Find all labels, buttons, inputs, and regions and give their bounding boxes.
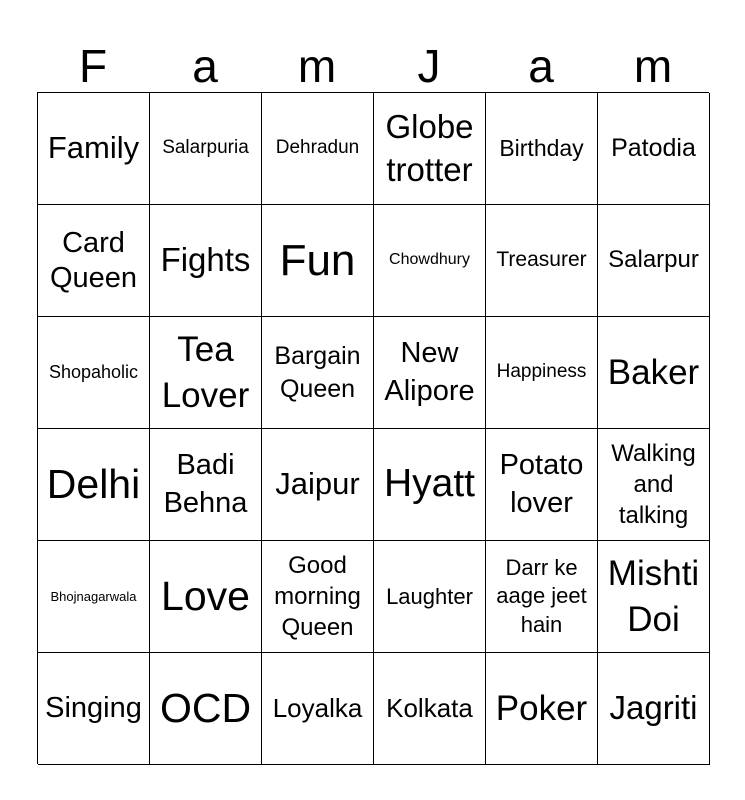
- bingo-cell[interactable]: [486, 541, 598, 653]
- bingo-cell[interactable]: [598, 317, 710, 429]
- bingo-cell[interactable]: [374, 429, 486, 541]
- bingo-cell[interactable]: [486, 205, 598, 317]
- bingo-cell[interactable]: [262, 653, 374, 765]
- cell-label: Birthday: [499, 134, 584, 161]
- cell-label: Jaipur: [275, 466, 360, 502]
- header-letter-m2: m: [633, 39, 673, 92]
- bingo-cell[interactable]: [262, 429, 374, 541]
- cell-label: Laughter: [386, 583, 473, 609]
- bingo-cell[interactable]: [262, 541, 374, 653]
- cell-label: Poker: [495, 688, 588, 728]
- cell-label: Baker: [607, 352, 700, 392]
- bingo-cell[interactable]: [598, 653, 710, 765]
- bingo-cell[interactable]: [598, 205, 710, 317]
- cell-label: Globe trotter: [385, 107, 474, 188]
- bingo-cell[interactable]: [38, 541, 150, 653]
- cell-label: Dehradun: [275, 137, 360, 159]
- bingo-cell[interactable]: [374, 541, 486, 653]
- cell-label: Delhi: [46, 461, 141, 508]
- cell-label: Darr ke aage jeet hain: [496, 554, 587, 637]
- cell-label: Kolkata: [386, 693, 473, 724]
- bingo-cell[interactable]: [150, 317, 262, 429]
- cell-label: Treasurer: [496, 248, 587, 272]
- cell-label: Bhojnagarwala: [50, 588, 137, 604]
- cell-label: Singing: [45, 692, 142, 725]
- bingo-cell[interactable]: [38, 93, 150, 205]
- bingo-cell[interactable]: [262, 317, 374, 429]
- bingo-cell[interactable]: [150, 653, 262, 765]
- bingo-cell[interactable]: [374, 205, 486, 317]
- bingo-cell[interactable]: [598, 541, 710, 653]
- bingo-cell[interactable]: [486, 317, 598, 429]
- cell-label: Badi Behna: [163, 448, 248, 519]
- bingo-cell[interactable]: [598, 429, 710, 541]
- bingo-cell[interactable]: [262, 93, 374, 205]
- bingo-cell[interactable]: [150, 205, 262, 317]
- cell-label: Good morning Queen: [274, 551, 361, 642]
- header-letter-m: m: [297, 39, 337, 92]
- cell-label: Fun: [279, 235, 356, 285]
- cell-label: Jagriti: [609, 689, 698, 727]
- cell-label: Love: [161, 573, 250, 620]
- bingo-board: [37, 92, 709, 764]
- header-letter-f: F: [78, 39, 108, 92]
- cell-label: Salarpur: [608, 246, 699, 274]
- bingo-cell[interactable]: [486, 653, 598, 765]
- bingo-cell[interactable]: [38, 205, 150, 317]
- bingo-cell[interactable]: [38, 653, 150, 765]
- bingo-cell[interactable]: [150, 429, 262, 541]
- header-letter-a: a: [192, 39, 218, 92]
- cell-label: Shopaholic: [48, 361, 139, 382]
- cell-label: Potato lover: [499, 448, 584, 519]
- bingo-cell[interactable]: [486, 93, 598, 205]
- cell-label: Card Queen: [49, 227, 138, 294]
- cell-label: Patodia: [611, 133, 696, 162]
- cell-label: Fights: [160, 241, 251, 279]
- header-letter-a2: a: [528, 39, 554, 92]
- bingo-cell[interactable]: [150, 93, 262, 205]
- cell-label: Salarpuria: [162, 137, 249, 159]
- bingo-cell[interactable]: [38, 317, 150, 429]
- bingo-cell[interactable]: [374, 317, 486, 429]
- cell-label: Family: [47, 130, 140, 166]
- cell-label: Chowdhury: [389, 251, 470, 269]
- bingo-cell[interactable]: [374, 93, 486, 205]
- cell-label: Happiness: [496, 361, 587, 383]
- cell-label: Walking and talking: [611, 439, 696, 530]
- header-letter-j: J: [417, 39, 441, 92]
- bingo-cell[interactable]: [262, 205, 374, 317]
- bingo-cell[interactable]: [374, 653, 486, 765]
- cell-label: Bargain Queen: [274, 342, 361, 403]
- bingo-cell[interactable]: [598, 93, 710, 205]
- cell-label: Tea Lover: [161, 330, 250, 415]
- cell-label: Mishti Doi: [607, 554, 700, 639]
- cell-label: Hyatt: [383, 462, 476, 506]
- bingo-header: [37, 38, 709, 93]
- bingo-cell[interactable]: [38, 429, 150, 541]
- cell-label: New Alipore: [384, 336, 475, 407]
- bingo-cell[interactable]: [150, 541, 262, 653]
- bingo-cell[interactable]: [486, 429, 598, 541]
- cell-label: OCD: [159, 685, 252, 732]
- cell-label: Loyalka: [272, 693, 363, 724]
